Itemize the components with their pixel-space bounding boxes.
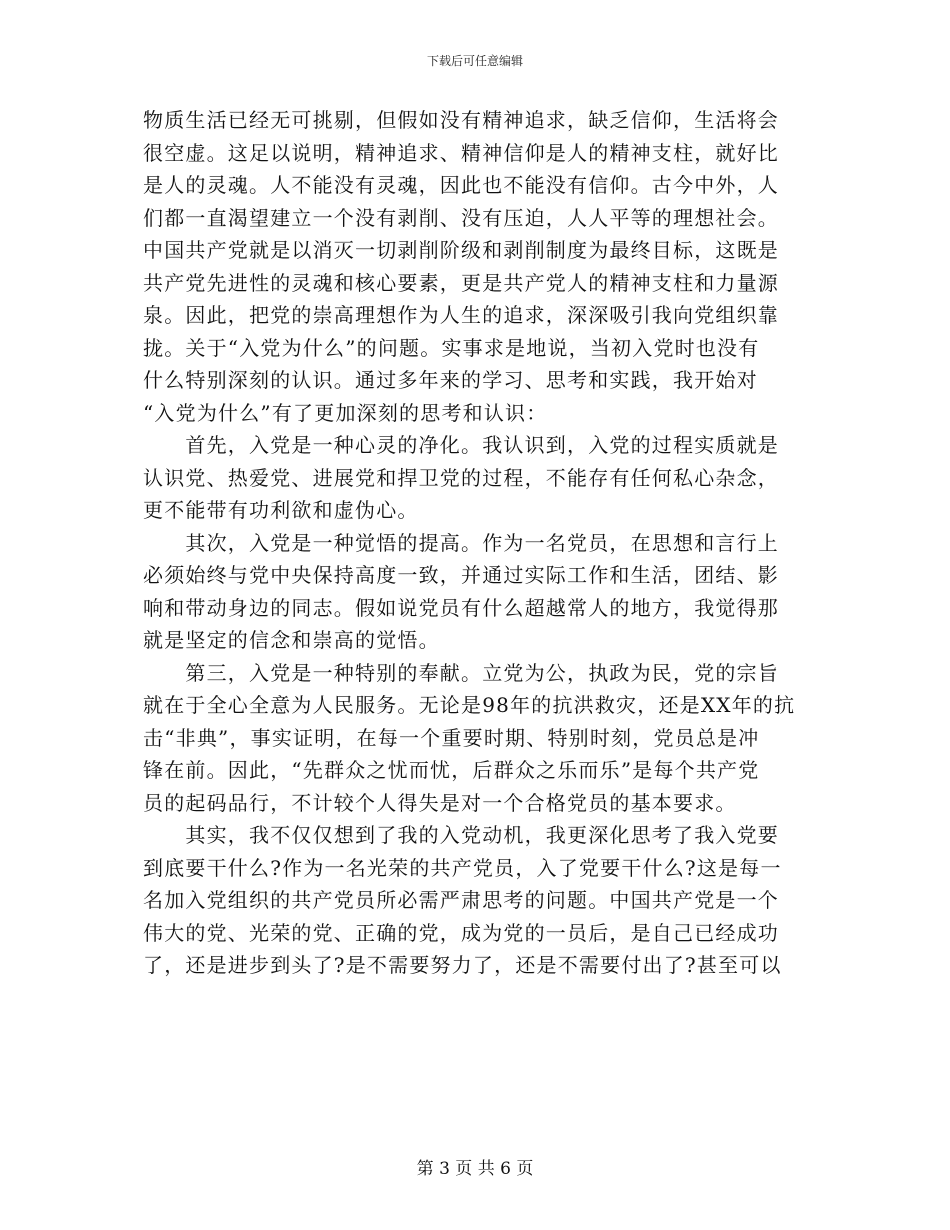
text-line: 中国共产党就是以消灭一切剥削阶级和剥削制度为最终目标，这既是: [143, 238, 779, 262]
page-footer: 第 3 页 共 6 页: [416, 1159, 534, 1179]
page-header: 下载后可任意编辑: [426, 54, 523, 68]
text-line: 击“非典”，事实证明，在每一个重要时期、特别时刻，党员总是冲: [143, 725, 760, 750]
text-line: 就在于全心全意为人民服务。无论是98年的抗洪救灾，还是XX年的抗: [143, 693, 796, 717]
text-line: 很空虚。这足以说明，精神追求、精神信仰是人的精神支柱，就好比: [143, 140, 779, 165]
text-line: 就是坚定的信念和崇高的觉悟。: [143, 628, 440, 652]
text-line: 更不能带有功利欲和虚伪心。: [143, 498, 419, 522]
text-line: 锋在前。因此，“先群众之忧而忧，后群众之乐而乐”是每个共产党: [143, 758, 760, 782]
text-line: 认识党、热爱党、进展党和捍卫党的过程，不能存有任何私心杂念，: [143, 465, 779, 490]
text-line: 什么特别深刻的认识。通过多年来的学习、思考和实践，我开始对: [143, 368, 758, 392]
text-line: 了，还是进步到头了?是不需要努力了，还是不需要付出了?甚至可以: [143, 953, 782, 977]
text-line: 其次，入党是一种觉悟的提高。作为一名党员，在思想和言行上: [143, 530, 779, 555]
text-line: 拢。关于“入党为什么”的问题。实事求是地说，当初入党时也没有: [143, 335, 760, 360]
text-line: 必须始终与党中央保持高度一致，并通过实际工作和生活，团结、影: [143, 563, 779, 587]
text-line: 们都一直渴望建立一个没有剥削、没有压迫，人人平等的理想社会。: [143, 205, 779, 230]
text-line: 名加入党组织的共产党员所必需严肃思考的问题。中国共产党是一个: [143, 888, 779, 912]
text-line: “入党为什么”有了更加深刻的思考和认识：: [143, 400, 548, 425]
text-line: 伟大的党、光荣的党、正确的党，成为党的一员后，是自己已经成功: [143, 920, 779, 945]
text-line: 其实，我不仅仅想到了我的入党动机，我更深化思考了我入党要: [143, 823, 779, 847]
text-line: 是人的灵魂。人不能没有灵魂，因此也不能没有信仰。古今中外，人: [143, 173, 779, 197]
text-line: 员的起码品行，不计较个人得失是对一个合格党员的基本要求。: [143, 790, 737, 815]
text-line: 首先，入党是一种心灵的净化。我认识到，入党的过程实质就是: [143, 433, 779, 457]
text-line: 泉。因此，把党的崇高理想作为人生的追求，深深吸引我向党组织靠: [143, 303, 779, 327]
text-line: 第三，入党是一种特别的奉献。立党为公，执政为民，党的宗旨: [143, 660, 779, 685]
document-body: [143, 104, 798, 982]
text-line: 共产党先进性的灵魂和核心要素，更是共产党人的精神支柱和力量源: [143, 270, 779, 295]
text-line: 响和带动身边的同志。假如说党员有什么超越常人的地方，我觉得那: [143, 595, 779, 620]
text-line: 物质生活已经无可挑剔，但假如没有精神追求，缺乏信仰，生活将会: [143, 108, 779, 132]
text-line: 到底要干什么?作为一名光荣的共产党员，入了党要干什么?这是每一: [143, 855, 782, 880]
